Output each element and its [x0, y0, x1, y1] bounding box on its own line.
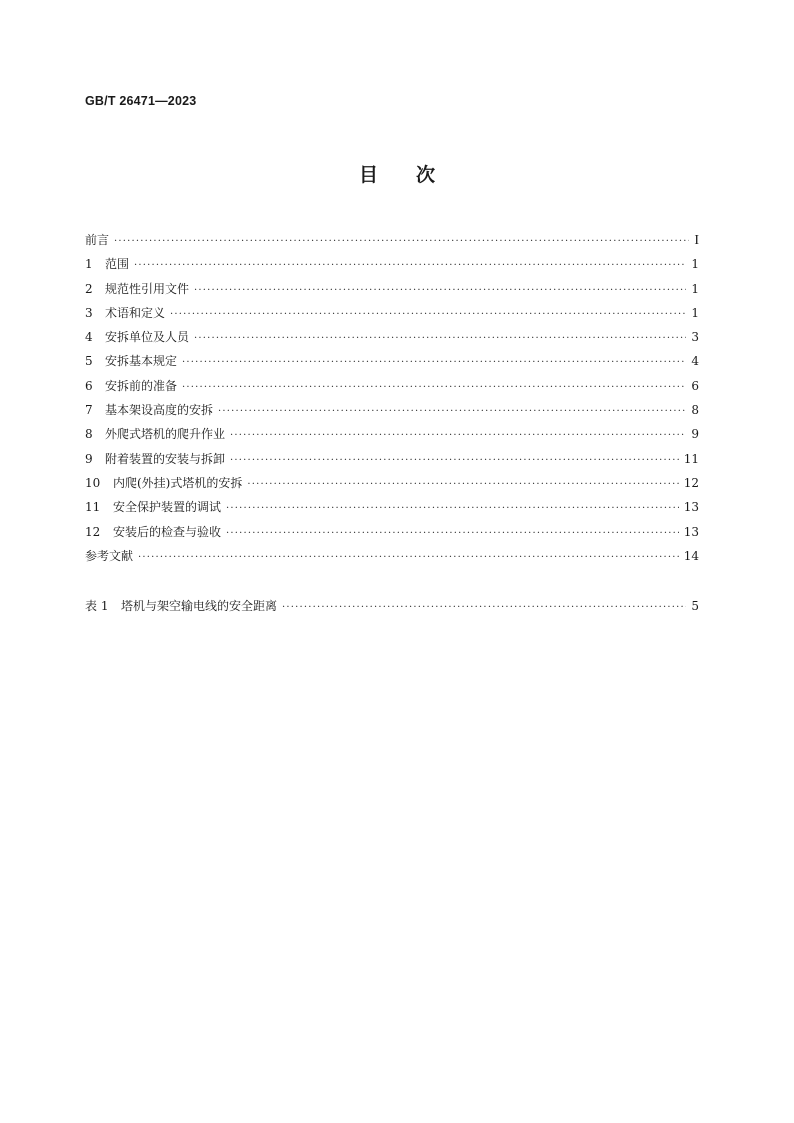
toc-entry-9[interactable]: [85, 447, 699, 471]
dot-leader: [282, 596, 686, 620]
toc-label: 范围: [105, 257, 130, 272]
toc-number: 8: [85, 427, 93, 442]
toc-entry-foreword[interactable]: [85, 228, 699, 252]
toc-label: 安装后的检查与验收: [113, 524, 222, 539]
toc-label: 安拆基本规定: [105, 354, 178, 369]
toc-page-number: 14: [683, 548, 699, 563]
toc-number: 7: [85, 403, 93, 418]
toc-entry-2[interactable]: [85, 277, 699, 301]
toc-entry-references[interactable]: [85, 544, 699, 568]
toc-label: 术语和定义: [105, 305, 166, 320]
toc-entry-1[interactable]: [85, 252, 699, 276]
dot-leader: [194, 279, 686, 303]
dot-leader: [230, 449, 679, 473]
toc-entry-8[interactable]: [85, 422, 699, 446]
toc-number: 5: [85, 354, 93, 369]
toc-entry-4[interactable]: [85, 325, 699, 349]
toc-number: 1: [85, 257, 93, 272]
toc-entry-5[interactable]: [85, 349, 699, 373]
toc-label: 安拆单位及人员: [105, 330, 190, 345]
toc-page-number: 13: [683, 500, 699, 515]
toc-entry-11[interactable]: [85, 495, 699, 519]
toc-page-number: I: [694, 233, 699, 248]
dot-leader: [226, 522, 679, 546]
dot-leader: [230, 424, 686, 448]
toc-page-number: 3: [691, 330, 699, 345]
dot-leader: [218, 400, 686, 424]
toc-page-number: 1: [691, 281, 699, 296]
toc-page-number: 8: [691, 403, 699, 418]
toc-page-number: 12: [683, 475, 699, 490]
toc-page-number: 9: [691, 427, 699, 442]
toc-label: 附着装置的安装与拆卸: [105, 451, 226, 466]
toc-number: 10: [85, 475, 101, 490]
toc-page-number: 5: [691, 599, 699, 613]
toc-page-number: 4: [691, 354, 699, 369]
toc-label: 基本架设高度的安拆: [105, 403, 214, 418]
toc-number: 11: [85, 500, 101, 515]
toc-label: 安拆前的准备: [105, 378, 178, 393]
dot-leader: [194, 327, 686, 351]
toc-entry-7[interactable]: [85, 398, 699, 422]
toc-page-number: 1: [691, 305, 699, 320]
dot-leader: [226, 497, 679, 521]
toc-entry-12[interactable]: [85, 520, 699, 544]
dot-leader: [114, 230, 689, 254]
toc-number: 9: [85, 451, 93, 466]
toc-page-number: 11: [683, 451, 699, 466]
standard-code: GB/T 26471—2023: [85, 94, 197, 108]
toc-entry-table-1[interactable]: [85, 594, 699, 618]
toc-label: 塔机与架空输电线的安全距离: [121, 599, 278, 613]
toc-entry-6[interactable]: [85, 374, 699, 398]
page-title: [0, 160, 794, 187]
toc-number: 6: [85, 378, 93, 393]
dot-leader: [134, 254, 686, 278]
toc-entry-3[interactable]: [85, 301, 699, 325]
title-char-2: 次: [416, 164, 436, 186]
toc-number: 2: [85, 281, 93, 296]
title-char-1: 目: [358, 164, 378, 186]
dot-leader: [247, 473, 678, 497]
dot-leader: [182, 351, 686, 375]
toc-label: 前言: [85, 233, 110, 247]
toc-label: 外爬式塔机的爬升作业: [105, 427, 226, 442]
dot-leader: [170, 303, 686, 327]
table-of-contents: [85, 228, 699, 568]
toc-entry-10[interactable]: [85, 471, 699, 495]
toc-page-number: 6: [691, 378, 699, 393]
dot-leader: [138, 546, 679, 570]
toc-number: 表 1: [85, 599, 109, 613]
toc-page-number: 13: [683, 524, 699, 539]
dot-leader: [182, 376, 686, 400]
toc-label: 安全保护装置的调试: [113, 500, 222, 515]
toc-label: 内爬(外挂)式塔机的安拆: [113, 475, 243, 490]
toc-label: 规范性引用文件: [105, 281, 190, 296]
toc-page-number: 1: [691, 257, 699, 272]
toc-number: 3: [85, 305, 93, 320]
toc-number: 4: [85, 330, 93, 345]
list-of-tables: [85, 594, 699, 618]
toc-label: 参考文献: [85, 548, 134, 563]
toc-number: 12: [85, 524, 101, 539]
